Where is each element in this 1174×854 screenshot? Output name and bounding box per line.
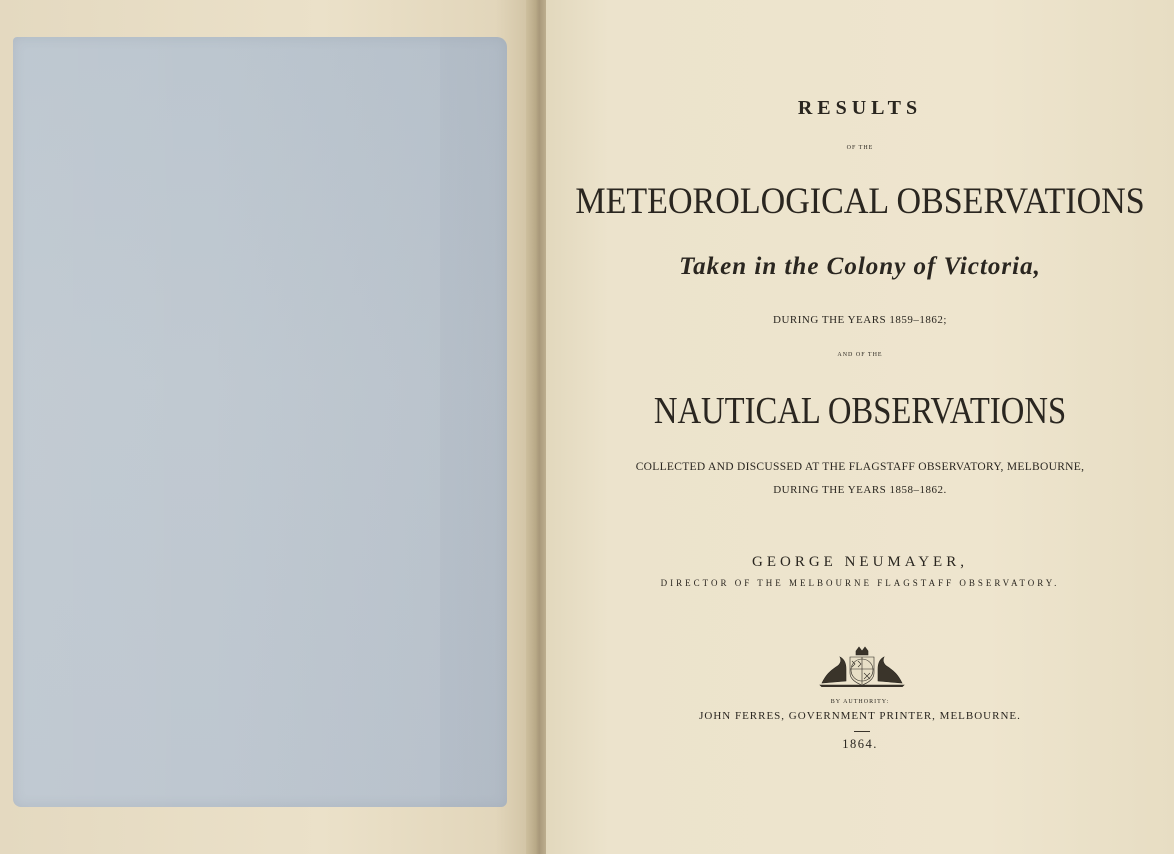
- title-page: [546, 0, 1174, 854]
- by-authority-line: BY AUTHORITY:: [830, 699, 890, 705]
- blank-tissue-plate: [13, 37, 507, 807]
- collected-line: COLLECTED AND DISCUSSED AT THE FLAGSTAFF OBSERVATORY, MELBOURNE,: [635, 461, 1085, 473]
- and-of-the-connector: AND OF THE: [837, 352, 883, 358]
- royal-coat-of-arms-icon: [816, 645, 908, 687]
- main-title: METEOROLOGICAL OBSERVATIONS: [575, 181, 1145, 222]
- plate-fold-shading: [440, 37, 507, 807]
- of-the-connector: OF THE: [846, 145, 874, 151]
- title-block: [546, 0, 1174, 854]
- publication-year: 1864.: [842, 737, 878, 751]
- printer-imprint: JOHN FERRES, GOVERNMENT PRINTER, MELBOURNE.: [699, 710, 1021, 722]
- second-title: NAUTICAL OBSERVATIONS: [653, 390, 1067, 432]
- author-name: GEORGE NEUMAYER,: [752, 554, 968, 570]
- years-line-meteorological: DURING THE YEARS 1859–1862;: [773, 314, 947, 326]
- years-line-nautical: DURING THE YEARS 1858–1862.: [773, 484, 947, 496]
- author-title: DIRECTOR OF THE MELBOURNE FLAGSTAFF OBSERVATORY.: [660, 578, 1060, 588]
- short-rule-divider: [854, 731, 870, 732]
- results-heading: RESULTS: [797, 97, 923, 119]
- left-page: [0, 0, 538, 854]
- blackletter-subtitle: Taken in the Colony of Victoria,: [679, 253, 1041, 280]
